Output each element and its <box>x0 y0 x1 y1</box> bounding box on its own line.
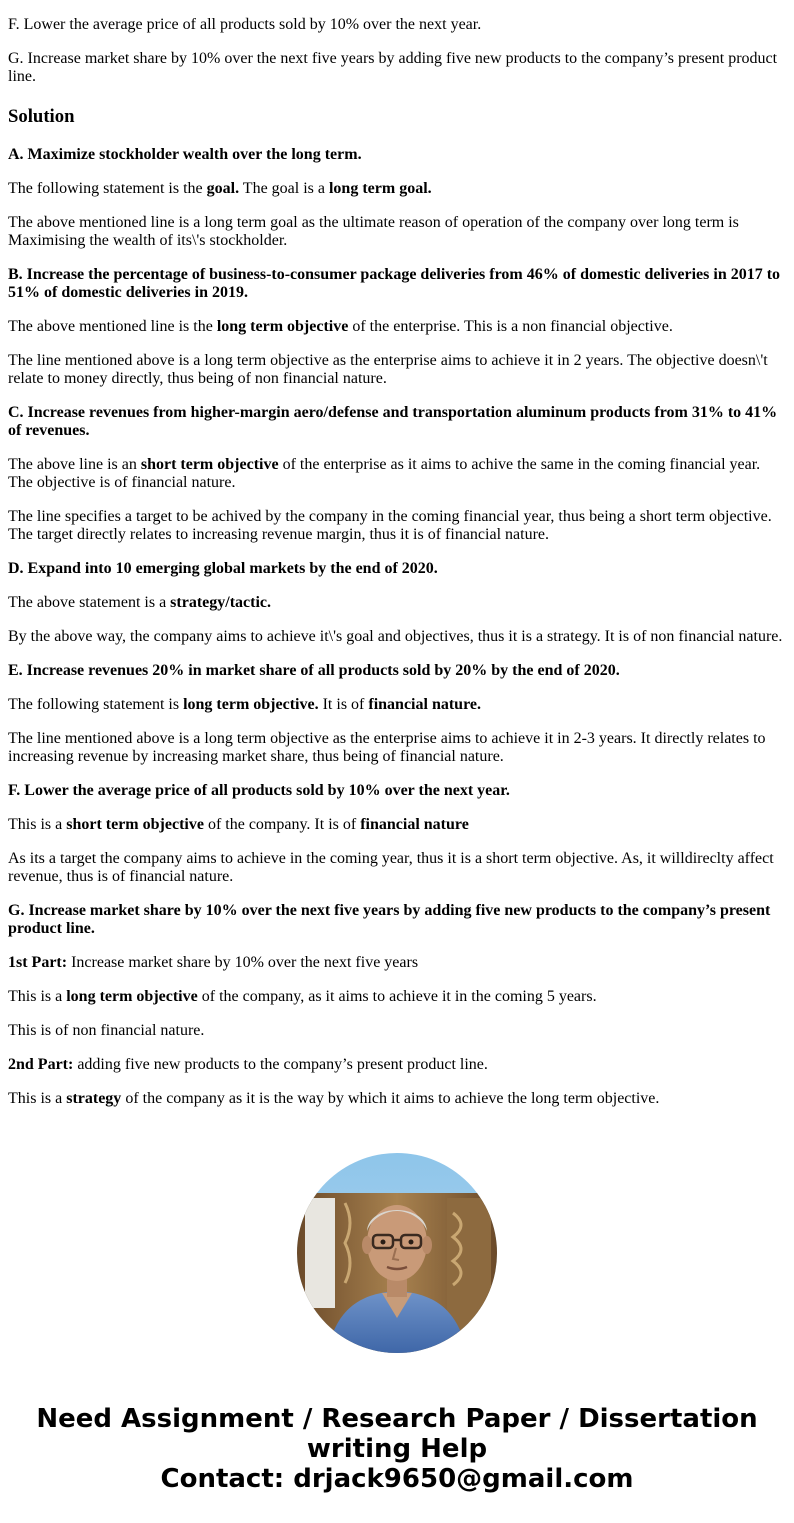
paragraph: The line specifies a target to be achived by the company in the coming financial year, thus being a short term objective. The target directly relates to increasing revenue margin, thus it is of financial nature. <box>8 508 772 543</box>
paragraph: 1st Part: Increase market share by 10% over the next five years <box>8 954 419 971</box>
paragraph: This is a long term objective of the company, as it aims to achieve it in the coming 5 years. <box>8 988 597 1005</box>
paragraph: The line mentioned above is a long term objective as the enterprise aims to achieve it in 2 years. The objective doesn\'t relate to money directly, thus being of non financial nature. <box>8 352 768 387</box>
solution-heading: Solution <box>8 106 75 127</box>
avatar-portrait <box>297 1153 497 1353</box>
paragraph: This is a short term objective of the company. It is of financial nature <box>8 816 469 833</box>
section-heading-a: A. Maximize stockholder wealth over the long term. <box>8 146 362 163</box>
paragraph: As its a target the company aims to achieve in the coming year, thus it is a short term objective. As, it willdireclty affect revenue, thus is of financial nature. <box>8 850 774 885</box>
paragraph: The line mentioned above is a long term objective as the enterprise aims to achieve it in 2-3 years. It directly relates to increasing revenue by increasing market share, thus being of financial nature. <box>8 730 766 765</box>
footer-contact: Contact: drjack9650@gmail.com <box>160 1464 634 1494</box>
section-heading-c: C. Increase revenues from higher-margin aero/defense and transportation aluminum products from 31% to 41% of revenues. <box>8 404 778 439</box>
section-heading-e: E. Increase revenues 20% in market share of all products sold by 20% by the end of 2020. <box>8 662 620 679</box>
paragraph: The following statement is long term objective. It is of financial nature. <box>8 696 481 713</box>
paragraph: This is a strategy of the company as it is the way by which it aims to achieve the long term objective. <box>8 1090 660 1107</box>
section-heading-f: F. Lower the average price of all products sold by 10% over the next year. <box>8 782 510 799</box>
section-heading-b: B. Increase the percentage of business-to-consumer package deliveries from 46% of domestic deliveries in 2017 to 51% of domestic deliveries in 2019. <box>8 266 781 301</box>
footer-ad <box>0 1404 794 1494</box>
paragraph: 2nd Part: adding five new products to the company’s present product line. <box>8 1056 488 1073</box>
document-body <box>8 0 786 1124</box>
footer-line: Need Assignment / Research Paper / Dissertation <box>36 1404 758 1434</box>
avatar <box>297 1153 497 1353</box>
paragraph: The above line is an short term objective of the enterprise as it aims to achive the same in the coming financial year. The objective is of financial nature. <box>8 456 761 491</box>
paragraph: F. Lower the average price of all products sold by 10% over the next year. <box>8 16 482 33</box>
paragraph: By the above way, the company aims to achieve it\'s goal and objectives, thus it is a strategy. It is of non financial nature. <box>8 628 783 645</box>
paragraph: The following statement is the goal. The goal is a long term goal. <box>8 180 432 197</box>
section-heading-g: G. Increase market share by 10% over the next five years by adding five new products to the company’s present product line. <box>8 902 771 937</box>
section-heading-d: D. Expand into 10 emerging global markets by the end of 2020. <box>8 560 438 577</box>
paragraph: The above mentioned line is the long term objective of the enterprise. This is a non financial objective. <box>8 318 673 335</box>
paragraph: The above statement is a strategy/tactic. <box>8 594 272 611</box>
footer-line: writing Help <box>306 1434 488 1464</box>
paragraph: G. Increase market share by 10% over the next five years by adding five new products to the company’s present product line. <box>8 50 778 85</box>
paragraph: The above mentioned line is a long term goal as the ultimate reason of operation of the company over long term is Maximising the wealth of its\'s stockholder. <box>8 214 739 249</box>
paragraph: This is of non financial nature. <box>8 1022 205 1039</box>
